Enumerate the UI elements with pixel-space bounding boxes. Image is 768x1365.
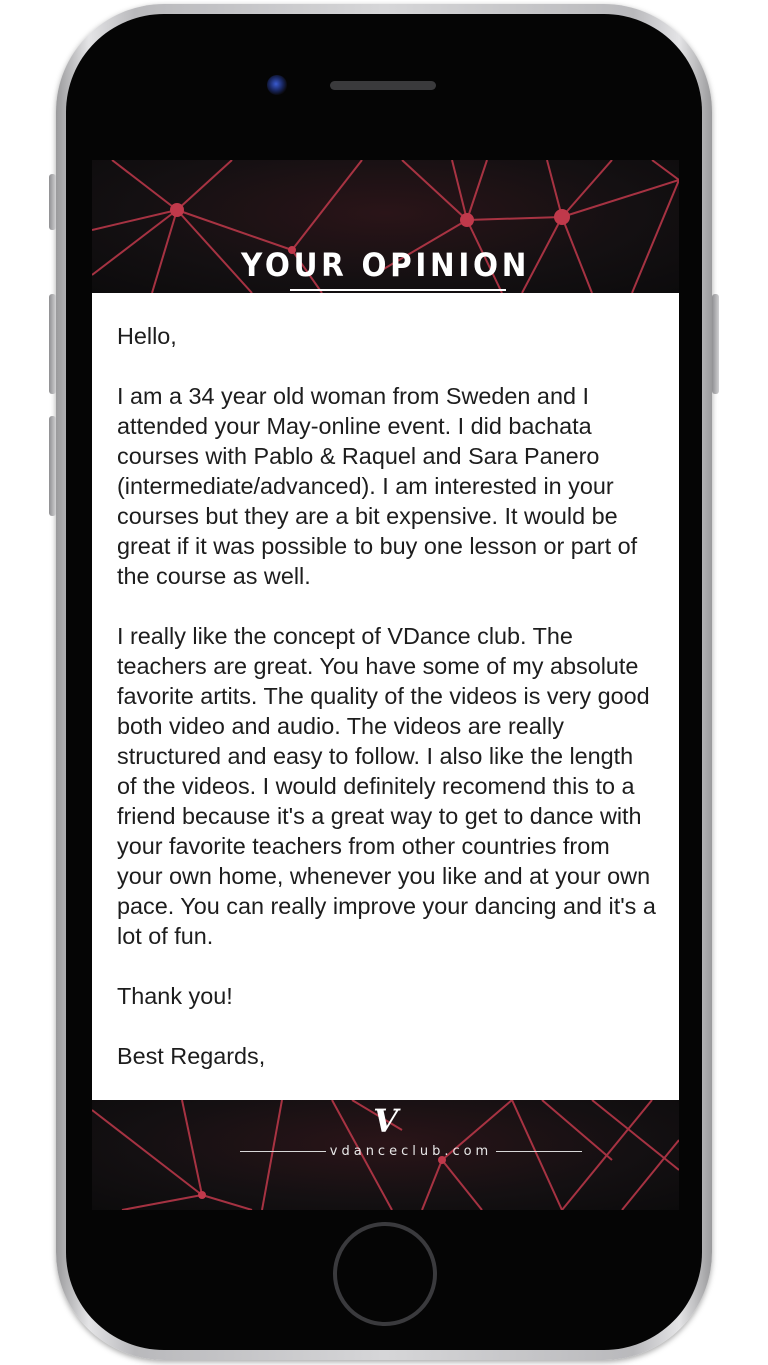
greeting-text: Hello, bbox=[117, 323, 177, 349]
screen bbox=[92, 160, 679, 1210]
page-title: YOUR OPINION bbox=[240, 246, 531, 284]
mute-switch bbox=[49, 174, 56, 230]
title-underline bbox=[290, 289, 506, 291]
power-button bbox=[712, 294, 719, 394]
divider-line bbox=[240, 1151, 326, 1152]
vdance-logo: V bbox=[373, 1102, 398, 1140]
divider-line bbox=[496, 1151, 582, 1152]
front-camera-icon bbox=[267, 75, 287, 95]
home-button-icon[interactable] bbox=[333, 1222, 437, 1326]
message-paragraph: I really like the concept of VDance club. The teachers are great. You have some of my absolute favorite artits. The quality of the videos is very good both video and audio. The videos are really structured and easy to follow. I also like the length of the videos. I would definitely recomend this to a friend because it's a great way to get to dance with your favorite teachers from other countries from your own home, whenever you like and at your own pace. You can really improve your dancing and it's a lot of fun. bbox=[117, 623, 656, 949]
website-row bbox=[240, 1140, 582, 1162]
earpiece-speaker bbox=[330, 81, 436, 90]
thanks-text: Thank you! bbox=[117, 983, 233, 1009]
message-paragraph: I am a 34 year old woman from Sweden and I attended your May-online event. I did bachata courses with Pablo & Raquel and Sara Panero (intermediate/advanced). I am interested in your courses but they are a bit expensive. It would be great if it was possible to buy one lesson or part of the course as well. bbox=[117, 383, 638, 589]
footer-banner bbox=[92, 1100, 679, 1210]
closing-text: Best Regards, bbox=[117, 1043, 266, 1069]
volume-up-button bbox=[49, 294, 56, 394]
volume-down-button bbox=[49, 416, 56, 516]
website-link[interactable]: vdanceclub.com bbox=[329, 1143, 493, 1159]
header-banner bbox=[92, 160, 679, 293]
message-body bbox=[92, 293, 679, 1100]
